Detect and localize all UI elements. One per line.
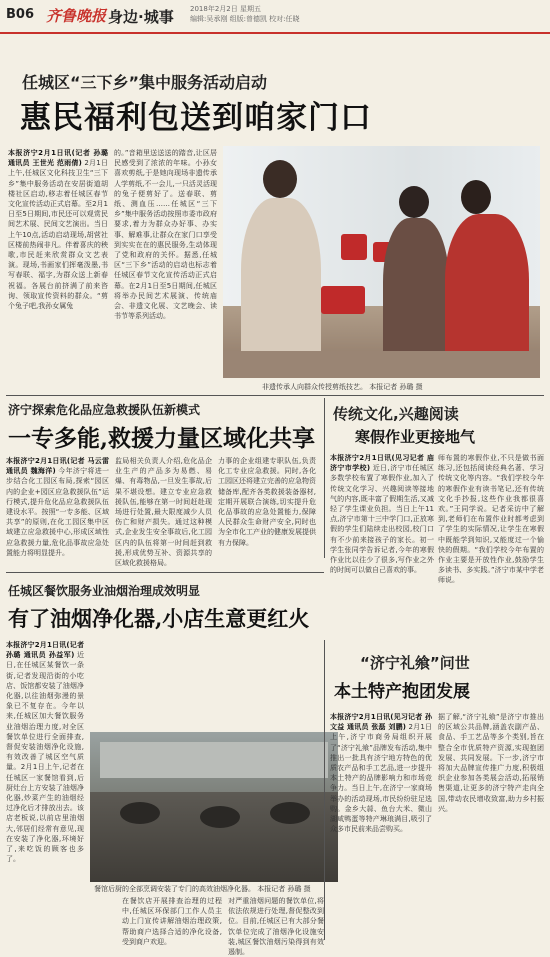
article3-body-2: 师布置的寒假作业,不只是做书面练习,还包括阅读经典名著、学习传统文化等内容。“我们学校今年的寒假作业有读书笔记,还有传统文化手抄报,这些作业我都很喜欢。”王同学说。记者采访中了解到,老师们在布置作业时都考虑到了学生的实际情况,让学生在寒假中既能学到知识,又能度过一个愉快的假期。“我们学校今年布置的作业主要是开放性作业,鼓励学生多读书、多实践。”济宁市某中学老师说。 (438, 454, 544, 585)
article1-body-1: 2月1日上午,任城区文化科技卫生“三下乡”集中服务活动在安居街道胡楼社区启动,移志着任城区春节文化宣传活动正式启幕。至2月1日至5日期间,市民还可以观赏民间艺术展、民间文艺演出。当日上午10点,活动启动现场,胡营社区楼前热闹非凡。伴着喜庆的秧歌,市民赶来欣赏群众文艺表演。现场,书画家们挥毫泼墨,书写春联、福字,为群众送上新春祝福。各展台前挤满了前来咨询、领取宣传资料的群众。“剪个兔子吧,我孙女属兔 (8, 159, 108, 311)
article4-column-2 (122, 896, 222, 946)
paper-cut-3 (321, 286, 365, 314)
article1-column-1 (8, 148, 108, 378)
article2-body-3: 力事的企业组建专职队伍,负责化工专业应急救援。同时,各化工园区还将建立完善的应急物资储备库,配齐各类救援装备器材,定期开展联合演练,切实提升危化品事故的应急处置能力,保障人民群众生命财产安全,同时也为全市化工产业的健康发展提供有力保障。 (218, 457, 316, 547)
article1-title: 惠民福利包送到咱家门口 (20, 100, 372, 136)
masthead (0, 0, 550, 34)
article2-lead: 本报济宁2月1日讯(记者 马云雷 通讯员 魏海洋) (6, 457, 109, 476)
article4-body-2: 在餐饮店开展排查治理的过程中,任城区环保部门工作人员主动上门宣传讲解油烟治理政策,帮助商户选择合适的净化设备,受到商户欢迎。 (122, 897, 222, 946)
article4-column-3 (228, 896, 324, 957)
article1-body-2: 的。”音箱里送送送的踏音,让区居民感受到了浓浓的年味。小孙女喜欢剪纸,于是她向现场非遗传承人学剪纸,不一会儿,一只活灵活现的兔子便剪好了。送春联、剪纸、测血压……任城区“三下乡”集中服务活动按照市委市政府要求,着力为群众办好事、办实事、解难事,让群众在家门口享受到实实在在的惠民服务,生动体现了党和政府的关怀。据悉,任城区“三下乡”活动的启动也标志着任城区春节文化宣传活动正式启幕。在2月1日至5日期间,任城区将举办民间艺术展演、传统庙会、非遗文化展、文艺晚会、读书节等系列活动。 (114, 149, 217, 321)
article3-title: 寒假作业更接地气 (355, 428, 476, 446)
article2-column-2 (115, 456, 212, 568)
wok-1 (120, 802, 160, 824)
divider-vertical (324, 640, 325, 940)
article1-photo (223, 146, 540, 378)
article3-column-2 (438, 453, 544, 633)
article4-body-1: 近日,在任城区某餐饮一条街,记者发现沿街的小吃店、饭馆都安装了油烟净化器,以往油烟弥漫的景象已不复存在。今年以来,任城区加大餐饮服务业油烟治理力度,对全区餐饮单位进行全面排查,督促安装油烟净化设施,有效改善了城区空气质量。2月1日上午,记者在任城区一家餐馆看到,后厨灶台上方安装了油烟净化器,炒菜产生的油烟经过净化后才排放出去。该店老板说,以前店里油烟大,邻居们经常有意见,现在安装了净化器,环境好了,来吃饭的顾客也多了。 (6, 651, 84, 864)
section-title: 身边·城事 (108, 8, 174, 26)
article1-lead: 本报济宁2月1日讯(记者 孙璐 通讯员 王世光 范雨倩) (8, 149, 108, 168)
article5-column-2 (438, 712, 544, 940)
wok-3 (270, 802, 310, 824)
article4-title: 有了油烟净化器,小店生意更红火 (8, 606, 310, 631)
article4-photo (90, 732, 338, 882)
article4-kicker: 任城区餐饮服务业油烟治理成效明显 (8, 584, 201, 598)
divider-vertical (324, 398, 325, 558)
edition-date: 2018年2月2日 星期五 (190, 5, 261, 13)
range-hood (100, 742, 328, 778)
divider (6, 395, 544, 396)
article5-lead: 本报济宁2月1日讯(见习记者 孙文益 通讯员 张磊 刘鹏) (330, 713, 432, 732)
article3-lead: 本报济宁2月1日讯(见习记者 庙 济宁市学校) (330, 454, 434, 473)
article3-kicker: 传统文化,兴趣阅读 (333, 405, 459, 423)
article4-photo-caption: 餐馆后厨的全部烹调安装了专门的高效油烟净化器。 本报记者 孙璐 摄 (94, 885, 311, 893)
article5-body-2: 据了解,“济宁礼飨”是济宁市推出的区域公共品牌,涵盖农副产品、食品、手工艺品等多个类别,旨在整合全市优质特产资源,实现抱团发展、共同发展。下一步,济宁市将加大品牌宣传推广力度,积极组织企业参加各类展会活动,拓展销售渠道,让更多的济宁特产走向全国,带动农民增收致富,助力乡村振兴。 (438, 713, 544, 813)
wok-2 (200, 806, 240, 828)
article5-kicker: “济宁礼飨”问世 (360, 654, 470, 672)
article3-column-1 (330, 453, 434, 633)
article5-title: 本土特产抱团发展 (334, 682, 470, 702)
person-head-2 (399, 186, 429, 218)
person-head-1 (263, 160, 297, 198)
edition-meta (190, 4, 300, 24)
article1-kicker: 任城区“三下乡”集中服务活动启动 (22, 73, 268, 92)
page-number: B06 (6, 7, 34, 22)
article5-body-1: 2月1日上午,济宁市商务局组织开展了“济宁礼飨”品牌发布活动,集中推出一批具有济宁地方特色的优质农产品和手工艺品,进一步提升本土特产的品牌影响力和市场竞争力。当日上午,在济宁一家商场举办的活动现场,市民纷纷驻足选购。金乡大蒜、鱼台大米、微山湖咸鸭蛋等特产琳琅满目,吸引了众多市民前来品尝购买。 (330, 723, 432, 834)
article2-kicker: 济宁探索危化品应急救援队伍新模式 (8, 403, 201, 417)
article4-column-1 (6, 640, 84, 940)
person-head-3 (461, 180, 491, 214)
article2-column-3 (218, 456, 316, 560)
edition-staff: 编辑:吴承刚 组版:曾德凯 校对:任晓 (190, 15, 300, 23)
article2-body-1: 今年济宁将进一步结合化工园区布局,探索“园区内的企业+园区应急救援队伍”运行模式,提升危化品应急救援队伍建设水平。按照“一专多能、区域共享”的原则,在化工园区集中区域建立应急救援中心,形成区域性应急救援力量,危化品事故应急处置能力将明显提升。 (6, 467, 110, 557)
article3-body-1: 近日,济宁市任城区多数学校布置了寒假作业,加入了传统文化学习、兴趣阅读等接地气的内容,既丰富了假期生活,又减轻了学生课业负担。当日上午11点,济宁市第十三中学门口,正放寒假的学生们陆续走出校园,校门口有不少前来接孩子的家长。初一学生张同学告诉记者,今年的寒假作业比以往少了很多,写作业之外的时间可以做自己喜欢的事。 (330, 464, 434, 575)
article2-body-2: 监局相关负责人介绍,危化品企业生产的产品多为易燃、易爆、有毒物品,一旦发生事故,后果不堪设想。建立专业应急救援队伍,能够在第一时间赶赴现场进行处置,最大限度减少人员伤亡和财产损失。通过这种模式,企业发生安全事故后,化工园区内的队伍将第一时间赶到救援,形成优势互补、资源共享的区域化救援格局。 (115, 457, 212, 568)
paper-cut-1 (341, 234, 367, 260)
newspaper-logo: 齐鲁晚报 (46, 7, 107, 25)
article4-lead: 本报济宁2月1日讯(记者 孙璐 通讯员 孙益军) (6, 641, 84, 660)
article1-photo-caption: 非遗传承人向群众传授剪纸技艺。 本报记者 孙璐 摄 (262, 383, 423, 391)
article4-body-3: 对严重油烟问题的餐饮单位,将依法依规进行处理,督促整改到位。目前,任城区已有大部分餐饮单位完成了油烟净化设施安装,城区餐饮油烟污染得到有效遏制。 (228, 897, 324, 957)
divider (6, 572, 324, 573)
table-surface (223, 351, 540, 378)
article5-column-1 (330, 712, 432, 940)
article2-title: 一专多能,救援力量区域化共享 (8, 425, 316, 452)
article1-column-2 (114, 148, 217, 380)
article2-column-1 (6, 456, 109, 560)
